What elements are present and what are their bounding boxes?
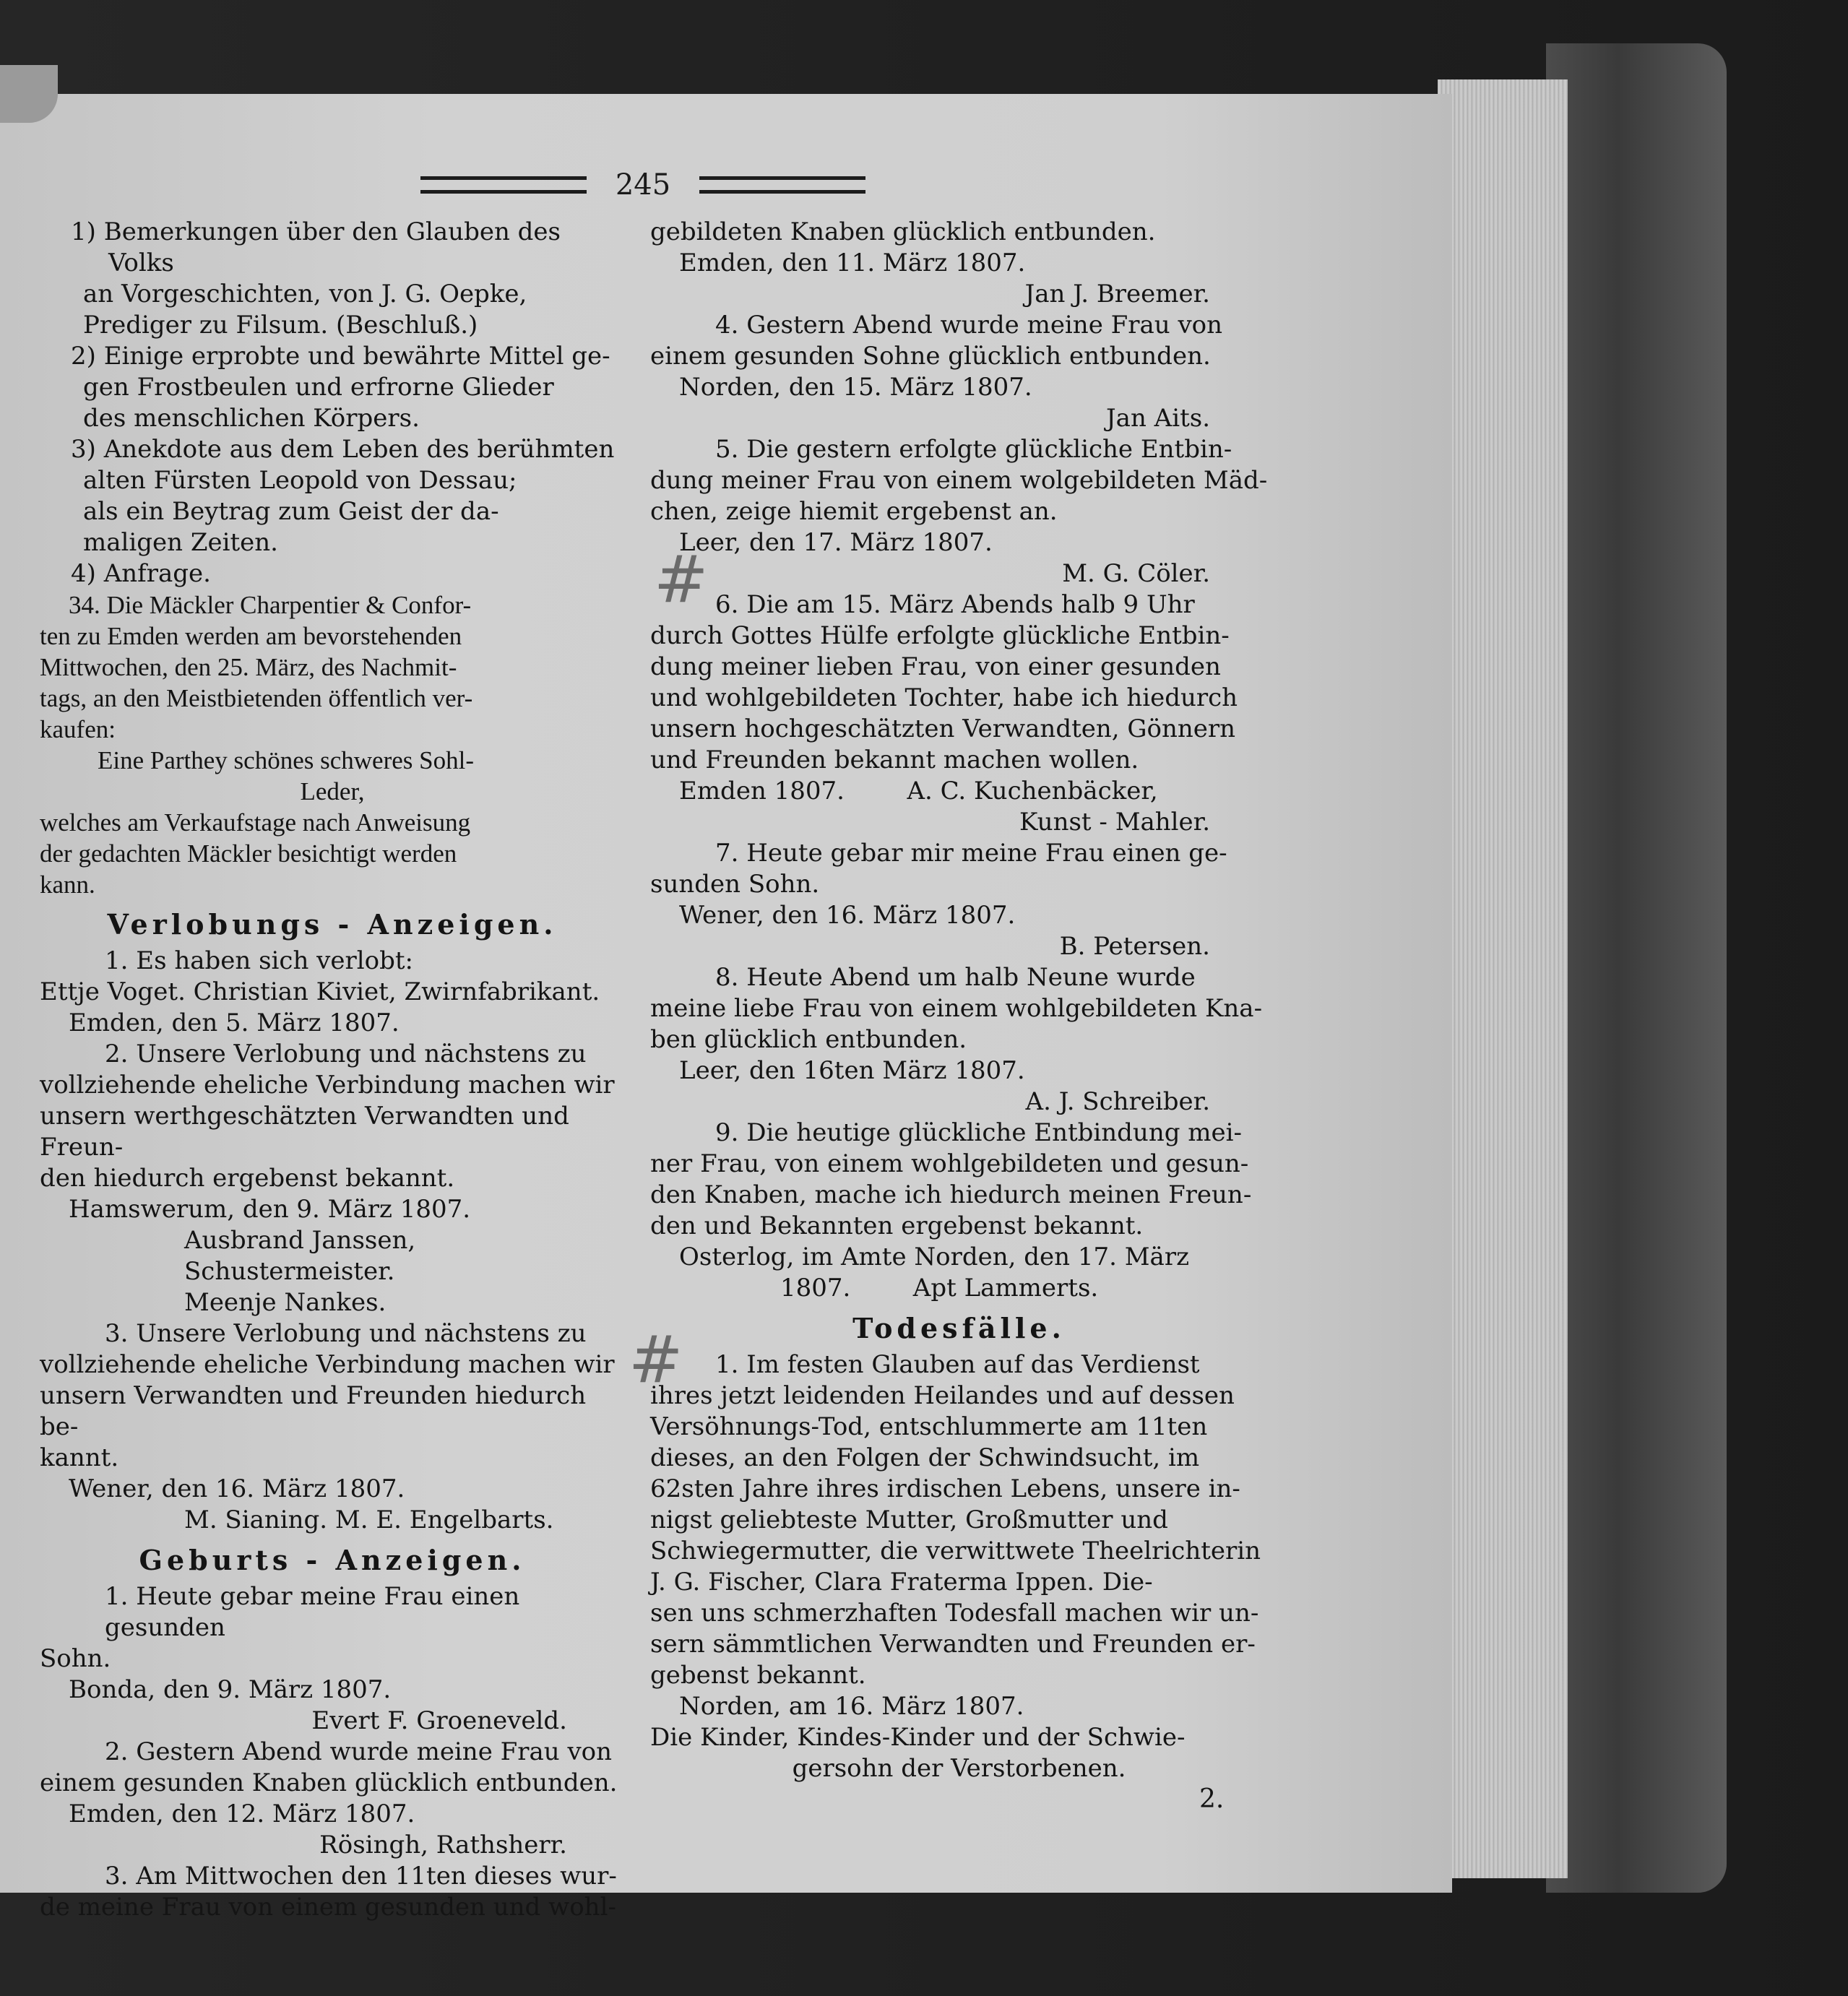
geburt-1: 1. Heute gebar meine Frau einen gesunden Sohn. Bonda, den 9. März 1807. Evert F. Groeneveld.	[40, 1582, 567, 1735]
page-header	[415, 168, 871, 202]
geburt-4: 4. Gestern Abend wurde meine Frau von einem gesunden Sohne glücklich entbunden. Norden, den 15. März 1807. Jan Aits.	[650, 311, 1223, 433]
section-heading-todes: Todesfälle.	[852, 1312, 1066, 1344]
book-cover	[1546, 43, 1727, 1893]
geburt-8: 8. Heute Abend um halb Neune wurde meine liebe Frau von einem wohlgebildeten Kna- ben glücklich entbunden. Leer, den 16ten März 1807. A. J. Schreiber.	[650, 963, 1263, 1116]
toc-item-3: 3) Anekdote aus dem Leben des berühmten alten Fürsten Leopold von Dessau; als ein Beytrag zum Geist der da- maligen Zeiten.	[71, 435, 615, 557]
geburt-3: 3. Am Mittwochen den 11ten dieses wur- de meine Frau von einem gesunden und wohl-	[40, 1862, 617, 1922]
page-corner	[0, 65, 58, 123]
section-heading-geburt: Geburts - Anzeigen.	[139, 1544, 526, 1576]
geburt-7: 7. Heute gebar mir meine Frau einen ge- sunden Sohn. Wener, den 16. März 1807. B. Petersen.	[650, 839, 1227, 961]
geburt-5: 5. Die gestern erfolgte glückliche Entbin- dung meiner Frau von einem wolgebildeten Mäd- chen, zeige hiemit ergebenst an. Leer, den 17. März 1807. M. G. Cöler.	[650, 435, 1268, 588]
page-edges	[1438, 79, 1568, 1878]
pencil-mark: #	[629, 1322, 683, 1398]
verlobung-1: 1. Es haben sich verlobt: Ettje Voget. Christian Kiviet, Zwirnfabrikant. Emden, den 5. März 1807.	[40, 946, 600, 1037]
page-number: 245	[615, 168, 671, 202]
section-heading-verlobung: Verlobungs - Anzeigen.	[107, 908, 558, 941]
verlobung-3: 3. Unsere Verlobung und nächstens zu vollziehende eheliche Verbindung machen wir unsern Verwandten und Freunden hiedurch be- kannt. Wener, den 16. März 1807. M. Sianing. M. E. Engelbarts.	[40, 1319, 615, 1534]
todes-1: 1. Im festen Glauben auf das Verdienst ihres jetzt leidenden Heilandes und auf dessen Versöhnungs-Tod, entschlummerte am 11ten dieses, an den Folgen der Schwindsucht, im 62sten Jahre ihres irdischen Lebens, unsere in- nigst geliebteste Mutter, Großmutter und Schwiegermutter, die verwittwete Theelrichterin J. G. Fischer, Clara Fraterma Ippen. Die- sen uns schmerzhaften Todesfall machen wir un- sern sämmtlichen Verwandten und Freunden er- gebenst bekannt. Norden, am 16. März 1807. Die Kinder, Kindes-Kinder und der Schwie- gersohn der Verstorbenen.	[650, 1350, 1261, 1783]
right-column	[650, 217, 1268, 1784]
left-column	[40, 217, 625, 1923]
header-rule-right	[699, 176, 865, 194]
toc-item-1: 1) Bemerkungen über den Glauben des Volks an Vorgeschichten, von J. G. Oepke, Prediger zu Filsum. (Beschluß.)	[71, 217, 561, 340]
verlobung-2: 2. Unsere Verlobung und nächstens zu vollziehende eheliche Verbindung machen wir unsern werthgeschätzten Verwandten und Freun- den hiedurch ergebenst bekannt. Hamswerum, den 9. März 1807. Ausbrand Janssen, Schustermeister. Meenje Nankes.	[40, 1040, 615, 1317]
catchword: 2.	[1199, 1784, 1225, 1814]
toc-item-2: 2) Einige erprobte und bewährte Mittel ge- gen Frostbeulen und erfrorne Glieder des menschlichen Körpers.	[71, 342, 610, 433]
toc-item-4: 4) Anfrage.	[71, 559, 211, 588]
geburt-2: 2. Gestern Abend wurde meine Frau von einem gesunden Knaben glücklich entbunden. Emden, den 12. März 1807. Rösingh, Rathsherr.	[40, 1737, 618, 1859]
geburt-9: 9. Die heutige glückliche Entbindung mei- ner Frau, von einem wohlgebildeten und gesun- den Knaben, mache ich hiedurch meinen Freun- den und Bekannten ergebenst bekannt. Osterlog, im Amte Norden, den 17. März 1807. Apt Lammerts.	[650, 1118, 1252, 1302]
header-rule-left	[420, 176, 587, 194]
notice-34: 34. Die Mäckler Charpentier & Confor- ten zu Emden werden am bevorstehenden Mittwochen, den 25. März, des Nachmit- tags, an den Meistbietenden öffentlich ver- kaufen: Eine Parthey schönes schweres Sohl- Leder, welches am Verkaufstage nach Anweisung der gedachten Mäckler besichtigt werden kann.	[40, 591, 474, 899]
pencil-mark: #	[654, 542, 709, 618]
geburt-3-cont: gebildeten Knaben glücklich entbunden. Emden, den 11. März 1807. Jan J. Breemer.	[650, 217, 1210, 308]
geburt-6: 6. Die am 15. März Abends halb 9 Uhr durch Gottes Hülfe erfolgte glückliche Entbin- dung meiner lieben Frau, von einer gesunden und wohlgebildeten Tochter, habe ich hiedurch unsern hochgeschätzten Verwandten, Gönnern und Freunden bekannt machen wollen. Emden 1807. A. C. Kuchenbäcker, Kunst - Mahler.	[650, 590, 1238, 837]
